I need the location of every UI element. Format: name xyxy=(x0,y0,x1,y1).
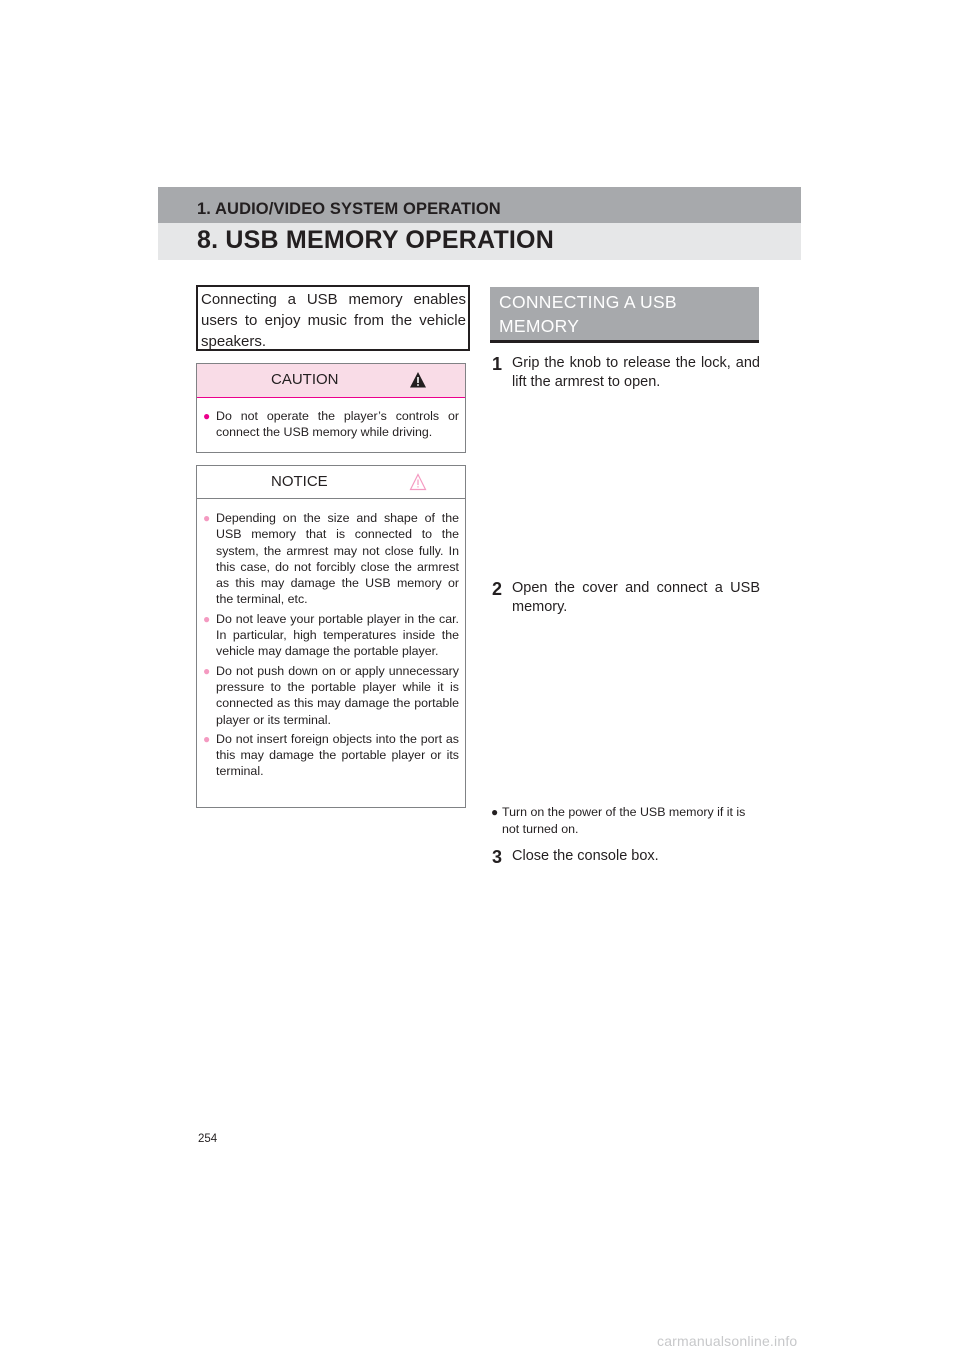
notice-header xyxy=(197,466,465,499)
notice-title: NOTICE xyxy=(271,473,328,490)
step-text: Open the cover and connect a USB memory. xyxy=(512,580,760,615)
step-text: Close the console box. xyxy=(512,848,659,864)
bullet-dot-icon: ● xyxy=(203,511,211,525)
section-heading-box xyxy=(490,287,759,343)
bullet-dot-icon: ● xyxy=(203,409,211,423)
notice-item: ● Do not leave your portable player in the car. In particular, high temperatures inside the vehicle may damage the portable player. xyxy=(203,611,459,659)
bullet-dot-icon: ● xyxy=(203,663,211,678)
page-title: 8. USB MEMORY OPERATION xyxy=(197,226,554,254)
step-number: 2 xyxy=(492,579,503,599)
bullet-dot-icon: ● xyxy=(203,731,211,746)
step-3 xyxy=(492,847,760,866)
caution-header xyxy=(197,364,465,398)
notice-box xyxy=(196,465,466,808)
section-heading: CONNECTING A USB MEMORY xyxy=(499,292,677,336)
sub-bullet-text: Turn on the power of the USB memory if it is not turned on. xyxy=(502,805,746,836)
caution-item: ● Do not operate the player’s controls or connect the USB memory while driving. xyxy=(203,409,459,440)
section-label: 1. AUDIO/VIDEO SYSTEM OPERATION xyxy=(197,200,501,218)
notice-item: ● Depending on the size and shape of the USB memory that is connected to the system, the armrest may not close fully. In this case, do not forcibly close the armrest as this may damage the USB memory or the terminal, etc. xyxy=(203,511,459,607)
warning-triangle-icon xyxy=(409,371,427,389)
caution-box xyxy=(196,363,466,453)
step-2 xyxy=(492,579,760,617)
bullet-dot-icon: ● xyxy=(203,611,211,626)
step-text: Grip the knob to release the lock, and lift the armrest to open. xyxy=(512,355,760,390)
step-1 xyxy=(492,354,760,392)
step-number: 1 xyxy=(492,354,503,374)
step-number: 3 xyxy=(492,847,503,867)
intro-text: Connecting a USB memory enables users to enjoy music from the vehicle speakers. xyxy=(201,291,466,350)
watermark[interactable]: carmanualsonline.info xyxy=(657,1333,798,1349)
notice-triangle-icon xyxy=(409,473,427,491)
caution-title: CAUTION xyxy=(271,371,339,388)
page-number: 254 xyxy=(198,1133,218,1145)
bullet-dot-icon: ● xyxy=(491,805,499,819)
sub-bullet-note xyxy=(491,804,761,838)
intro-box xyxy=(196,285,470,351)
notice-item: ● Do not push down on or apply unnecessary pressure to the portable player while it is connected as this may damage the portable player or its terminal. xyxy=(203,663,459,727)
notice-item: ● Do not insert foreign objects into the port as this may damage the portable player or its terminal. xyxy=(203,731,459,779)
